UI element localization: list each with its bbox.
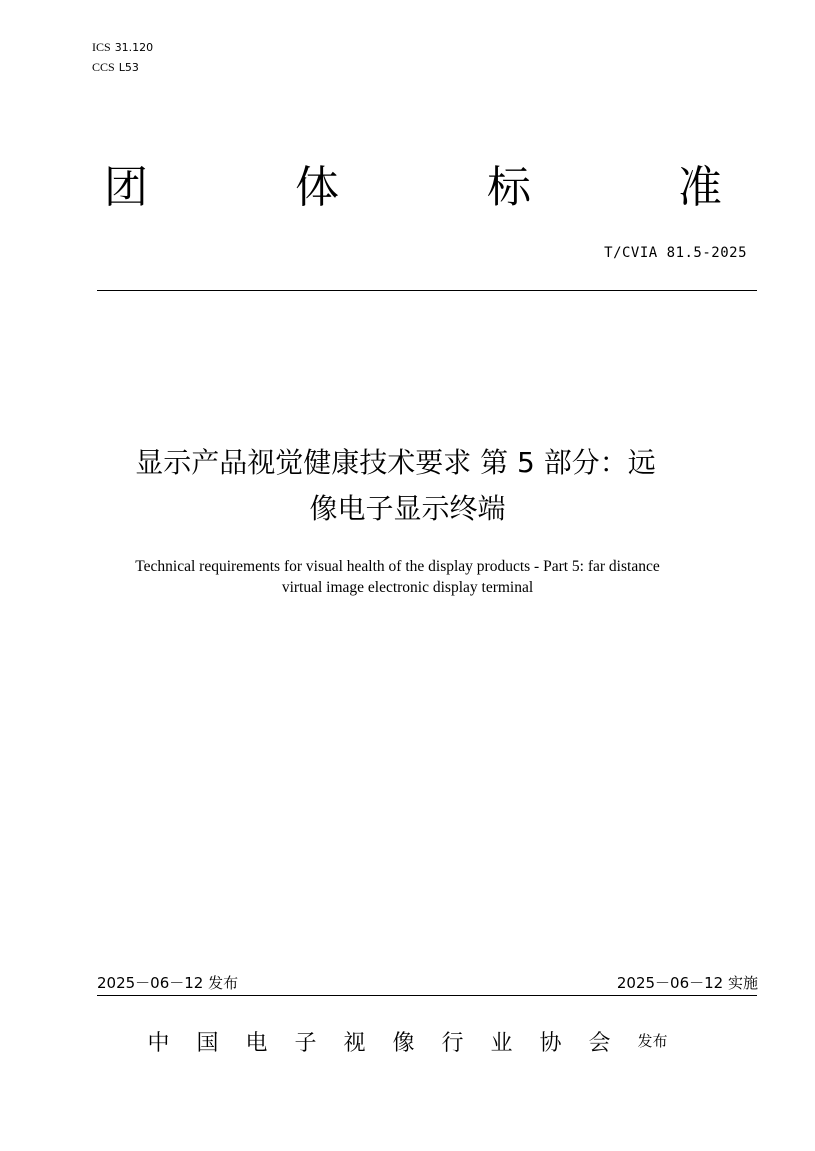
footer-divider [97, 995, 757, 996]
title-chinese-line-2: 像电子显示终端 [309, 492, 506, 525]
header-divider [97, 290, 757, 291]
publisher-name: 中国电子视像行业协会 [147, 1031, 638, 1056]
ccs-label: CCS [92, 60, 115, 74]
ics-code [92, 40, 153, 55]
ics-label: ICS [92, 40, 111, 54]
ccs-value: L53 [118, 61, 139, 74]
title-chinese-line-1: 显示产品视觉健康技术要求 第 5 部分：远 [135, 446, 656, 479]
standard-number: T/CVIA 81.5-2025 [604, 245, 747, 261]
issue-date: 2025－06－12 发布 [97, 974, 239, 992]
title-english-line-2: virtual image electronic display terminal [281, 579, 534, 596]
title-english-line-1: Technical requirements for visual health of the display products - Part 5: far distance [135, 558, 660, 575]
title-chinese [0, 440, 815, 532]
publisher [0, 1026, 815, 1057]
title-english [0, 556, 815, 598]
implementation-date: 2025－06－12 实施 [616, 974, 758, 992]
standard-type-char-2: 体 [295, 162, 339, 213]
standard-type-char-1: 团 [104, 162, 148, 213]
standard-type-char-4: 准 [678, 162, 722, 213]
publisher-suffix: 发布 [637, 1032, 668, 1050]
standard-type-char-3: 标 [487, 162, 531, 213]
ics-value: 31.120 [114, 41, 154, 54]
ccs-code [92, 60, 139, 75]
